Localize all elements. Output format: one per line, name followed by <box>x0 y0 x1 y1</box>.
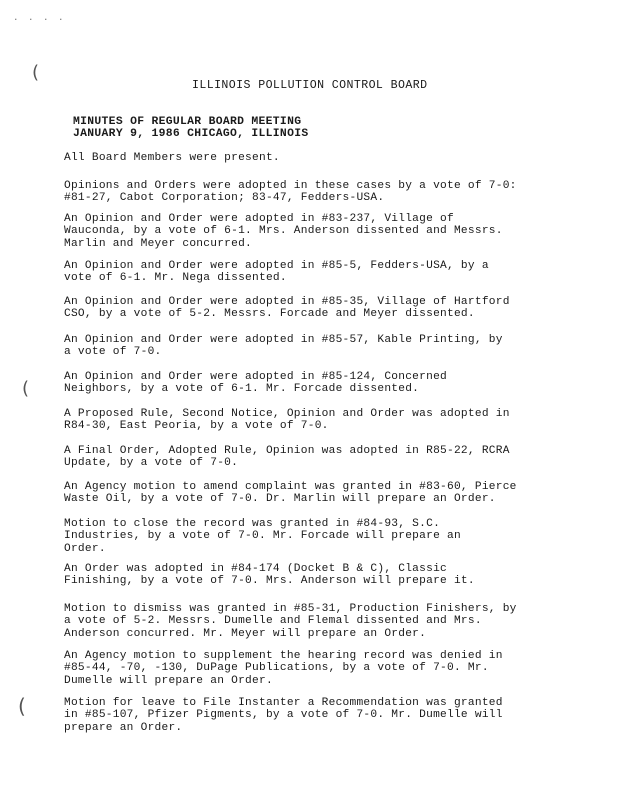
paragraph-line: #81-27, Cabot Corporation; 83-47, Fedders-USA. <box>64 192 385 205</box>
paragraph-line: Motion to dismiss was granted in #85-31, Production Finishers, by <box>64 603 517 615</box>
paragraph-line: Update, by a vote of 7-0. <box>64 457 239 470</box>
paragraph-line: An Opinion and Order were adopted in #85-35, Village of Hartford <box>64 296 510 308</box>
paragraph-line: A Final Order, Adopted Rule, Opinion was adopted in R85-22, RCRA <box>64 445 510 457</box>
paragraph-line: prepare an Order. <box>64 721 183 734</box>
minutes-paragraph <box>64 371 546 396</box>
paragraph-line: Neighbors, by a vote of 6-1. Mr. Forcade dissented. <box>64 383 420 396</box>
minutes-paragraph <box>64 445 546 470</box>
paragraph-line: Marlin and Meyer concurred. <box>64 237 253 250</box>
minutes-paragraph <box>64 213 546 250</box>
minutes-paragraph <box>64 650 546 687</box>
paragraph-line: Industries, by a vote of 7-0. Mr. Forcade will prepare an <box>64 530 461 543</box>
paragraph-line: vote of 6-1. Mr. Nega dissented. <box>64 272 287 285</box>
meeting-date-location: JANUARY 9, 1986 CHICAGO, ILLINOIS <box>73 128 309 140</box>
paragraph-line: Motion for leave to File Instanter a Recommendation was granted <box>64 697 503 709</box>
minutes-paragraph <box>64 152 546 164</box>
punch-hole-mark: ( <box>18 694 26 718</box>
paragraph-line: An Agency motion to supplement the hearing record was denied in <box>64 650 503 662</box>
minutes-paragraph <box>64 296 546 321</box>
punch-hole-mark: ( <box>22 378 30 399</box>
paragraph-line: R84-30, East Peoria, by a vote of 7-0. <box>64 420 329 433</box>
minutes-paragraph <box>64 697 546 734</box>
punch-hole-mark: ( <box>32 62 40 83</box>
paragraph-line: An Agency motion to amend complaint was granted in #83-60, Pierce <box>64 481 517 493</box>
paragraph-line: a vote of 7-0. <box>64 346 162 359</box>
minutes-paragraph <box>64 260 546 285</box>
minutes-paragraph <box>64 481 546 506</box>
paragraph-line: #85-44, -70, -130, DuPage Publications, by a vote of 7-0. Mr. <box>64 662 489 675</box>
paragraph-line: Waste Oil, by a vote of 7-0. Dr. Marlin will prepare an Order. <box>64 493 496 506</box>
paragraph-line: An Opinion and Order were adopted in #83-237, Village of <box>64 213 454 225</box>
document-heading: ILLINOIS POLLUTION CONTROL BOARD <box>192 79 428 92</box>
minutes-paragraph <box>64 518 546 555</box>
paragraph-line: Motion to close the record was granted in #84-93, S.C. <box>64 518 441 530</box>
paragraph-line: Opinions and Orders were adopted in these cases by a vote of 7-0: <box>64 180 517 192</box>
minutes-paragraph <box>64 408 546 433</box>
minutes-paragraph <box>64 603 546 640</box>
paragraph-line: in #85-107, Pfizer Pigments, by a vote of 7-0. Mr. Dumelle will <box>64 709 503 722</box>
paragraph-line: A Proposed Rule, Second Notice, Opinion and Order was adopted in <box>64 408 510 420</box>
minutes-paragraph <box>64 180 546 205</box>
paragraph-line: An Opinion and Order were adopted in #85-124, Concerned <box>64 371 447 383</box>
paragraph-line: An Order was adopted in #84-174 (Docket B & C), Classic <box>64 563 447 575</box>
paragraph-line: Order. <box>64 542 106 555</box>
paragraph-line: CSO, by a vote of 5-2. Messrs. Forcade and Meyer dissented. <box>64 308 475 321</box>
minutes-paragraph <box>64 563 546 588</box>
paragraph-line: Anderson concurred. Mr. Meyer will prepare an Order. <box>64 627 427 640</box>
corner-dots: . . . . <box>14 10 67 23</box>
minutes-paragraph <box>64 334 546 359</box>
paragraph-line: All Board Members were present. <box>64 152 280 164</box>
paragraph-line: Finishing, by a vote of 7-0. Mrs. Anderson will prepare it. <box>64 575 475 588</box>
paragraph-line: Dumelle will prepare an Order. <box>64 674 273 687</box>
paragraph-line: An Opinion and Order were adopted in #85-5, Fedders-USA, by a <box>64 260 489 272</box>
paragraph-line: An Opinion and Order were adopted in #85-57, Kable Printing, by <box>64 334 503 346</box>
paragraph-line: a vote of 5-2. Messrs. Dumelle and Flemal dissented and Mrs. <box>64 615 482 628</box>
paragraph-line: Wauconda, by a vote of 6-1. Mrs. Anderson dissented and Messrs. <box>64 225 503 238</box>
minutes-title: MINUTES OF REGULAR BOARD MEETING <box>73 116 302 128</box>
